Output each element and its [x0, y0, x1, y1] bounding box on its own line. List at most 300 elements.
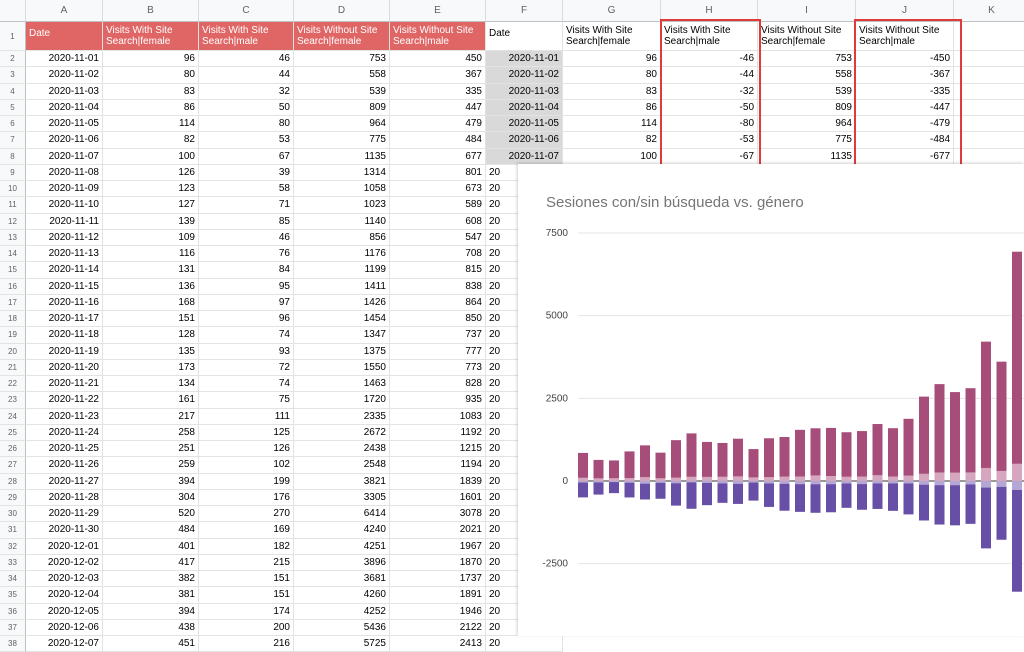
data-cell[interactable]: 2020-11-10 [26, 197, 103, 213]
data-cell-date[interactable]: 20 [486, 327, 563, 343]
empty-cell[interactable] [954, 51, 1024, 67]
data-cell[interactable]: 4251 [294, 539, 390, 555]
data-cell-date[interactable]: 20 [486, 522, 563, 538]
data-cell[interactable]: 1375 [294, 344, 390, 360]
data-cell[interactable]: 2020-11-28 [26, 490, 103, 506]
bar-without-search-female[interactable] [609, 460, 619, 478]
bar-with-search-female[interactable] [749, 477, 759, 481]
bar-with-search-male[interactable] [1012, 481, 1022, 490]
row-header[interactable]: 22 [0, 376, 26, 392]
data-cell[interactable]: 80 [563, 67, 661, 83]
data-cell[interactable]: 44 [199, 67, 294, 83]
bar-without-search-female[interactable] [873, 424, 883, 475]
bar-with-search-female[interactable] [888, 477, 898, 481]
data-cell[interactable]: 4252 [294, 604, 390, 620]
data-cell[interactable]: 2020-11-26 [26, 457, 103, 473]
data-cell[interactable]: 2020-12-06 [26, 620, 103, 636]
bar-with-search-male[interactable] [966, 481, 976, 484]
data-cell[interactable]: 80 [199, 116, 294, 132]
data-cell[interactable]: 1550 [294, 360, 390, 376]
bar-without-search-male[interactable] [935, 485, 945, 524]
bar-without-search-male[interactable] [640, 484, 650, 500]
data-cell[interactable]: 2020-11-17 [26, 311, 103, 327]
data-cell[interactable]: 850 [390, 311, 486, 327]
column-header-a[interactable]: A [26, 0, 103, 22]
data-cell[interactable]: 74 [199, 376, 294, 392]
data-cell[interactable]: 1839 [390, 474, 486, 490]
empty-cell[interactable] [954, 132, 1024, 148]
bar-without-search-male[interactable] [671, 483, 681, 505]
row-header[interactable]: 1 [0, 22, 26, 51]
bar-without-search-male[interactable] [981, 488, 991, 549]
bar-without-search-male[interactable] [811, 484, 821, 513]
row-header[interactable]: 8 [0, 149, 26, 165]
data-cell[interactable]: 128 [103, 327, 199, 343]
data-cell[interactable]: 126 [199, 441, 294, 457]
data-cell[interactable]: 4260 [294, 587, 390, 603]
bar-with-search-male[interactable] [981, 481, 991, 488]
data-cell[interactable]: -447 [856, 100, 954, 116]
bar-with-search-female[interactable] [594, 478, 604, 481]
header-cell[interactable]: Visits Without Site Search|male [390, 22, 486, 51]
bar-without-search-male[interactable] [997, 487, 1007, 540]
data-cell[interactable]: -50 [661, 100, 758, 116]
data-cell[interactable]: 558 [294, 67, 390, 83]
data-cell-date[interactable]: 20 [486, 392, 563, 408]
row-header[interactable]: 25 [0, 425, 26, 441]
data-cell[interactable]: 2335 [294, 409, 390, 425]
bar-with-search-female[interactable] [764, 477, 774, 481]
bar-with-search-female[interactable] [718, 477, 728, 481]
data-cell[interactable]: 1023 [294, 197, 390, 213]
data-cell-date[interactable]: 20 [486, 604, 563, 620]
data-cell[interactable]: 39 [199, 165, 294, 181]
bar-without-search-female[interactable] [919, 397, 929, 474]
data-cell[interactable]: 116 [103, 246, 199, 262]
data-cell[interactable]: 46 [199, 230, 294, 246]
data-cell[interactable]: 82 [103, 132, 199, 148]
data-cell[interactable]: 401 [103, 539, 199, 555]
data-cell[interactable]: 2020-11-08 [26, 165, 103, 181]
data-cell[interactable]: 1720 [294, 392, 390, 408]
bar-without-search-male[interactable] [842, 483, 852, 507]
data-cell[interactable]: 2020-12-04 [26, 587, 103, 603]
bar-without-search-female[interactable] [578, 453, 588, 478]
data-cell[interactable]: 2020-11-02 [26, 67, 103, 83]
bar-with-search-male[interactable] [935, 481, 945, 485]
data-cell-date[interactable]: 20 [486, 295, 563, 311]
data-cell[interactable]: 53 [199, 132, 294, 148]
data-cell[interactable]: 1426 [294, 295, 390, 311]
data-cell[interactable]: 589 [390, 197, 486, 213]
data-cell[interactable]: 2020-12-05 [26, 604, 103, 620]
data-cell[interactable]: 381 [103, 587, 199, 603]
data-cell[interactable]: 76 [199, 246, 294, 262]
data-cell[interactable]: 479 [390, 116, 486, 132]
bar-without-search-male[interactable] [919, 485, 929, 521]
row-header[interactable]: 10 [0, 181, 26, 197]
row-header[interactable]: 11 [0, 197, 26, 213]
data-cell[interactable]: 558 [758, 67, 856, 83]
data-cell[interactable]: 102 [199, 457, 294, 473]
data-cell[interactable]: 753 [294, 51, 390, 67]
data-cell-date[interactable]: 2020-11-01 [486, 51, 563, 67]
data-cell[interactable]: 1454 [294, 311, 390, 327]
bar-without-search-female[interactable] [671, 440, 681, 478]
data-cell[interactable]: 85 [199, 214, 294, 230]
data-cell[interactable]: 4240 [294, 522, 390, 538]
data-cell[interactable]: 151 [103, 311, 199, 327]
bar-without-search-female[interactable] [749, 449, 759, 477]
bar-with-search-male[interactable] [919, 481, 929, 485]
data-cell[interactable]: 828 [390, 376, 486, 392]
data-cell-date[interactable]: 2020-11-05 [486, 116, 563, 132]
bar-with-search-male[interactable] [904, 481, 914, 483]
data-cell[interactable]: -67 [661, 149, 758, 165]
empty-cell[interactable] [954, 84, 1024, 100]
data-cell[interactable]: 809 [294, 100, 390, 116]
data-cell[interactable]: 1891 [390, 587, 486, 603]
bar-without-search-male[interactable] [966, 484, 976, 523]
data-cell[interactable]: -44 [661, 67, 758, 83]
data-cell[interactable]: 2020-11-29 [26, 506, 103, 522]
row-header[interactable]: 35 [0, 587, 26, 603]
data-cell[interactable]: 1140 [294, 214, 390, 230]
bar-with-search-male[interactable] [733, 481, 743, 484]
bar-without-search-male[interactable] [764, 484, 774, 507]
bar-without-search-male[interactable] [718, 483, 728, 502]
row-header[interactable]: 23 [0, 392, 26, 408]
data-cell[interactable]: 131 [103, 262, 199, 278]
column-header-d[interactable]: D [294, 0, 390, 22]
data-cell[interactable]: 5436 [294, 620, 390, 636]
data-cell[interactable]: 3078 [390, 506, 486, 522]
data-cell[interactable]: 270 [199, 506, 294, 522]
bar-with-search-female[interactable] [1012, 464, 1022, 481]
data-cell[interactable]: 169 [199, 522, 294, 538]
data-cell[interactable]: 1411 [294, 279, 390, 295]
data-cell[interactable]: 2020-11-20 [26, 360, 103, 376]
data-cell[interactable]: 1946 [390, 604, 486, 620]
data-cell[interactable]: 394 [103, 604, 199, 620]
bar-without-search-male[interactable] [1012, 490, 1022, 592]
bar-with-search-female[interactable] [609, 478, 619, 481]
bar-with-search-male[interactable] [857, 481, 867, 484]
data-cell[interactable]: 93 [199, 344, 294, 360]
data-cell[interactable]: 71 [199, 197, 294, 213]
data-cell[interactable]: 259 [103, 457, 199, 473]
bar-with-search-female[interactable] [842, 477, 852, 481]
data-cell-date[interactable]: 2020-11-06 [486, 132, 563, 148]
data-cell[interactable]: 2020-11-25 [26, 441, 103, 457]
data-cell[interactable]: 96 [103, 51, 199, 67]
data-cell-date[interactable]: 20 [486, 539, 563, 555]
data-cell[interactable]: 2020-11-22 [26, 392, 103, 408]
column-header-g[interactable]: G [563, 0, 661, 22]
data-cell[interactable]: 547 [390, 230, 486, 246]
data-cell[interactable]: 2672 [294, 425, 390, 441]
bar-with-search-female[interactable] [904, 476, 914, 481]
bar-with-search-female[interactable] [981, 468, 991, 481]
data-cell[interactable]: 2020-11-19 [26, 344, 103, 360]
data-cell[interactable]: 438 [103, 620, 199, 636]
data-cell[interactable]: 114 [563, 116, 661, 132]
data-cell[interactable]: 2020-11-01 [26, 51, 103, 67]
row-header[interactable]: 27 [0, 457, 26, 473]
data-cell[interactable]: 217 [103, 409, 199, 425]
data-cell[interactable]: 539 [294, 84, 390, 100]
data-cell-date[interactable]: 20 [486, 555, 563, 571]
row-header[interactable]: 28 [0, 474, 26, 490]
data-cell-date[interactable]: 20 [486, 246, 563, 262]
bar-without-search-male[interactable] [888, 483, 898, 510]
data-cell[interactable]: 96 [563, 51, 661, 67]
data-cell[interactable]: 677 [390, 149, 486, 165]
data-cell[interactable]: 83 [563, 84, 661, 100]
header-cell[interactable]: Visits With Site Search|male [199, 22, 294, 51]
data-cell-date[interactable]: 20 [486, 571, 563, 587]
data-cell[interactable]: -80 [661, 116, 758, 132]
data-cell[interactable]: 182 [199, 539, 294, 555]
header-cell[interactable]: Visits Without Site Search|female [294, 22, 390, 51]
header-cell[interactable]: Visits With Site Search|female [563, 22, 661, 51]
bar-without-search-female[interactable] [702, 442, 712, 477]
data-cell[interactable]: 199 [199, 474, 294, 490]
header-cell[interactable]: Visits With Site Search|female [103, 22, 199, 51]
data-cell[interactable]: 2020-12-03 [26, 571, 103, 587]
data-cell[interactable]: 1135 [294, 149, 390, 165]
bar-without-search-female[interactable] [656, 453, 666, 479]
chart-panel[interactable] [518, 164, 1024, 636]
data-cell[interactable]: -677 [856, 149, 954, 165]
data-cell[interactable]: 2020-11-12 [26, 230, 103, 246]
data-cell[interactable]: 1463 [294, 376, 390, 392]
row-header[interactable]: 24 [0, 409, 26, 425]
bar-without-search-male[interactable] [578, 483, 588, 498]
bar-with-search-male[interactable] [842, 481, 852, 483]
bar-with-search-male[interactable] [609, 481, 619, 482]
row-header[interactable]: 33 [0, 555, 26, 571]
data-cell[interactable]: 2020-11-18 [26, 327, 103, 343]
row-header[interactable]: 2 [0, 51, 26, 67]
data-cell[interactable]: -479 [856, 116, 954, 132]
data-cell[interactable]: 97 [199, 295, 294, 311]
data-cell[interactable]: 964 [294, 116, 390, 132]
bar-without-search-male[interactable] [594, 482, 604, 494]
data-cell[interactable]: 673 [390, 181, 486, 197]
data-cell[interactable]: 46 [199, 51, 294, 67]
data-cell-date[interactable]: 20 [486, 311, 563, 327]
data-cell[interactable]: 1176 [294, 246, 390, 262]
data-cell-date[interactable]: 20 [486, 279, 563, 295]
row-header[interactable]: 31 [0, 522, 26, 538]
bar-with-search-male[interactable] [640, 481, 650, 484]
data-cell[interactable]: 856 [294, 230, 390, 246]
row-header[interactable]: 20 [0, 344, 26, 360]
row-header[interactable]: 16 [0, 279, 26, 295]
bar-without-search-male[interactable] [780, 484, 790, 511]
bar-with-search-female[interactable] [656, 478, 666, 481]
data-cell[interactable]: 58 [199, 181, 294, 197]
data-cell[interactable]: 3896 [294, 555, 390, 571]
bar-with-search-male[interactable] [578, 481, 588, 483]
data-cell[interactable]: 134 [103, 376, 199, 392]
data-cell[interactable]: 708 [390, 246, 486, 262]
data-cell[interactable]: 2020-11-21 [26, 376, 103, 392]
bar-with-search-male[interactable] [594, 481, 604, 482]
bar-without-search-female[interactable] [780, 437, 790, 477]
empty-cell[interactable] [954, 22, 1024, 51]
bar-without-search-male[interactable] [950, 485, 960, 525]
data-cell[interactable]: 95 [199, 279, 294, 295]
data-cell[interactable]: -335 [856, 84, 954, 100]
data-cell[interactable]: -450 [856, 51, 954, 67]
bar-with-search-male[interactable] [873, 481, 883, 483]
bar-with-search-male[interactable] [718, 481, 728, 483]
data-cell[interactable]: 151 [199, 571, 294, 587]
data-cell[interactable]: 75 [199, 392, 294, 408]
data-cell[interactable]: 815 [390, 262, 486, 278]
row-header[interactable]: 3 [0, 67, 26, 83]
data-cell-date[interactable]: 2020-11-03 [486, 84, 563, 100]
row-header[interactable]: 30 [0, 506, 26, 522]
data-cell-date[interactable]: 20 [486, 457, 563, 473]
row-header[interactable]: 9 [0, 165, 26, 181]
data-cell-date[interactable]: 20 [486, 425, 563, 441]
data-cell[interactable]: 127 [103, 197, 199, 213]
data-cell[interactable]: 304 [103, 490, 199, 506]
bar-without-search-male[interactable] [795, 484, 805, 512]
data-cell[interactable]: 2020-11-27 [26, 474, 103, 490]
data-cell[interactable]: 2438 [294, 441, 390, 457]
data-cell[interactable]: 608 [390, 214, 486, 230]
data-cell[interactable]: 161 [103, 392, 199, 408]
data-cell[interactable]: 1314 [294, 165, 390, 181]
data-cell[interactable]: 2020-11-23 [26, 409, 103, 425]
row-header[interactable]: 7 [0, 132, 26, 148]
data-cell[interactable]: 1967 [390, 539, 486, 555]
bar-without-search-female[interactable] [594, 460, 604, 478]
data-cell[interactable]: 2020-12-02 [26, 555, 103, 571]
data-cell[interactable]: 100 [103, 149, 199, 165]
data-cell[interactable]: 176 [199, 490, 294, 506]
data-cell[interactable]: 2122 [390, 620, 486, 636]
data-cell[interactable]: 1215 [390, 441, 486, 457]
bar-with-search-female[interactable] [873, 475, 883, 481]
bar-without-search-female[interactable] [640, 445, 650, 477]
data-cell[interactable]: 83 [103, 84, 199, 100]
data-cell[interactable]: 964 [758, 116, 856, 132]
data-cell[interactable]: 484 [390, 132, 486, 148]
row-header[interactable]: 38 [0, 636, 26, 652]
data-cell[interactable]: 1347 [294, 327, 390, 343]
data-cell[interactable]: 775 [294, 132, 390, 148]
data-cell[interactable]: 111 [199, 409, 294, 425]
data-cell[interactable]: 1601 [390, 490, 486, 506]
bar-without-search-male[interactable] [733, 484, 743, 504]
data-cell-date[interactable]: 20 [486, 262, 563, 278]
bar-with-search-female[interactable] [687, 477, 697, 481]
data-cell[interactable]: 3305 [294, 490, 390, 506]
data-cell[interactable]: 5725 [294, 636, 390, 652]
data-cell[interactable]: 809 [758, 100, 856, 116]
bar-without-search-female[interactable] [687, 433, 697, 476]
data-cell[interactable]: 2020-11-30 [26, 522, 103, 538]
bar-with-search-female[interactable] [966, 472, 976, 481]
data-cell[interactable]: 74 [199, 327, 294, 343]
data-cell[interactable]: -46 [661, 51, 758, 67]
row-header[interactable]: 15 [0, 262, 26, 278]
bar-with-search-female[interactable] [950, 473, 960, 481]
data-cell[interactable]: 1870 [390, 555, 486, 571]
data-cell[interactable]: 753 [758, 51, 856, 67]
bar-with-search-female[interactable] [857, 477, 867, 481]
row-header[interactable]: 21 [0, 360, 26, 376]
bar-without-search-female[interactable] [857, 431, 867, 476]
row-header[interactable]: 12 [0, 214, 26, 230]
data-cell[interactable]: 126 [103, 165, 199, 181]
bar-without-search-male[interactable] [873, 483, 883, 509]
data-cell[interactable]: 2020-11-07 [26, 149, 103, 165]
data-cell[interactable]: 6414 [294, 506, 390, 522]
data-cell[interactable]: 200 [199, 620, 294, 636]
data-cell[interactable]: 215 [199, 555, 294, 571]
data-cell[interactable]: 151 [199, 587, 294, 603]
data-cell[interactable]: 2020-11-05 [26, 116, 103, 132]
data-cell-date[interactable]: 20 [486, 620, 563, 636]
bar-with-search-female[interactable] [578, 478, 588, 481]
bar-with-search-female[interactable] [795, 477, 805, 481]
data-cell[interactable]: 1192 [390, 425, 486, 441]
data-cell-date[interactable]: 20 [486, 409, 563, 425]
bar-with-search-male[interactable] [764, 481, 774, 484]
data-cell[interactable]: 1058 [294, 181, 390, 197]
column-header-j[interactable]: J [856, 0, 954, 22]
data-cell-date[interactable]: 20 [486, 506, 563, 522]
bar-with-search-female[interactable] [935, 472, 945, 481]
column-header-c[interactable]: C [199, 0, 294, 22]
bar-with-search-male[interactable] [811, 481, 821, 484]
bar-with-search-male[interactable] [780, 481, 790, 484]
data-cell[interactable]: 520 [103, 506, 199, 522]
data-cell-date[interactable]: 20 [486, 441, 563, 457]
data-cell[interactable]: 2020-11-15 [26, 279, 103, 295]
data-cell[interactable]: 216 [199, 636, 294, 652]
row-header[interactable]: 29 [0, 490, 26, 506]
row-header[interactable]: 19 [0, 327, 26, 343]
data-cell[interactable]: 367 [390, 67, 486, 83]
row-header[interactable]: 32 [0, 539, 26, 555]
bar-with-search-female[interactable] [625, 478, 635, 481]
data-cell[interactable]: 80 [103, 67, 199, 83]
data-cell[interactable]: 135 [103, 344, 199, 360]
select-all-corner[interactable] [0, 0, 26, 22]
bar-with-search-female[interactable] [826, 476, 836, 481]
data-cell-date[interactable]: 20 [486, 490, 563, 506]
data-cell[interactable]: 1135 [758, 149, 856, 165]
bar-with-search-male[interactable] [997, 481, 1007, 487]
data-cell[interactable]: 136 [103, 279, 199, 295]
bar-without-search-female[interactable] [997, 362, 1007, 471]
data-cell[interactable]: 484 [103, 522, 199, 538]
row-header[interactable]: 14 [0, 246, 26, 262]
data-cell[interactable]: 539 [758, 84, 856, 100]
data-cell[interactable]: 258 [103, 425, 199, 441]
bar-without-search-female[interactable] [935, 384, 945, 472]
data-cell[interactable]: -53 [661, 132, 758, 148]
data-cell[interactable]: 1199 [294, 262, 390, 278]
data-cell-date[interactable]: 20 [486, 587, 563, 603]
